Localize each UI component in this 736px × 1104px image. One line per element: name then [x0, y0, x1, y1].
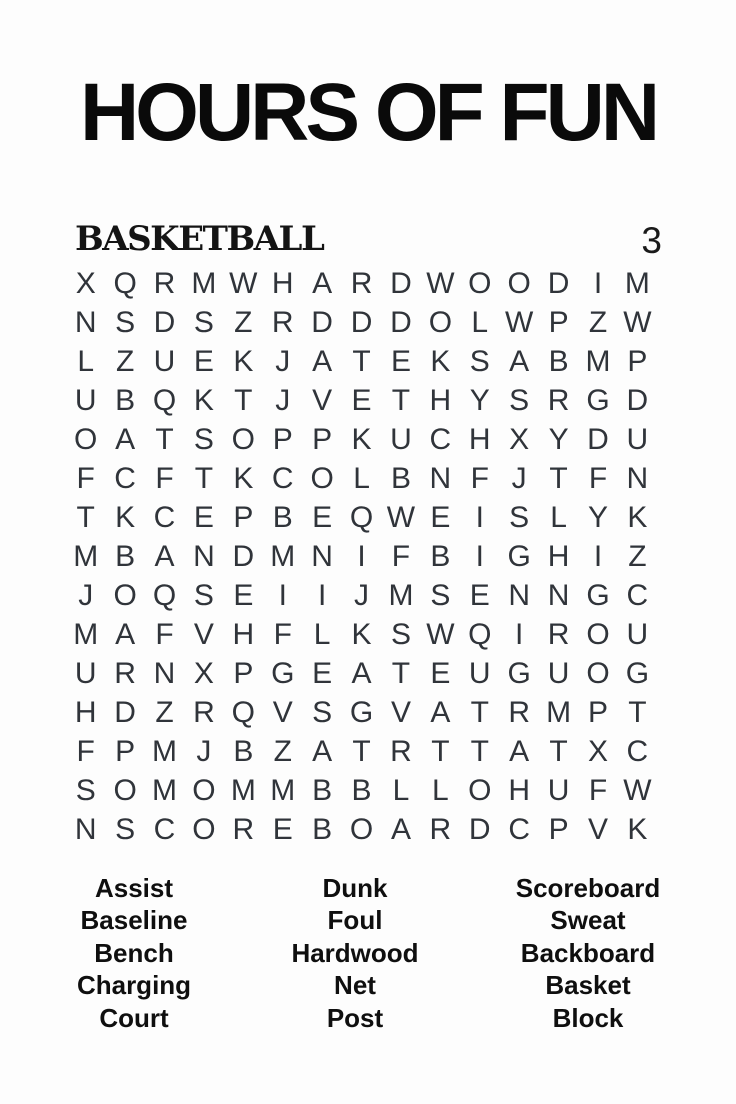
grid-cell[interactable]: P — [115, 734, 136, 768]
grid-cell[interactable]: R — [193, 695, 215, 729]
grid-cell[interactable]: B — [115, 383, 136, 417]
grid-cell[interactable]: U — [626, 617, 649, 651]
grid-cell[interactable]: T — [155, 422, 174, 456]
word-item: Backboard — [520, 937, 656, 968]
grid-cell[interactable]: D — [547, 266, 570, 300]
grid-cell[interactable]: O — [586, 656, 610, 690]
grid-cell[interactable]: J — [196, 734, 212, 768]
grid-cell[interactable]: P — [272, 422, 293, 456]
grid-cell[interactable]: O — [468, 773, 492, 807]
grid-cell[interactable]: J — [511, 461, 527, 495]
grid-cell[interactable]: D — [390, 266, 412, 300]
grid-cell[interactable]: X — [75, 266, 96, 300]
grid-cell[interactable]: S — [115, 305, 136, 339]
grid-cell[interactable]: D — [390, 305, 412, 339]
grid-cell[interactable]: T — [470, 695, 489, 729]
grid-cell[interactable]: N — [193, 539, 215, 573]
word-item: Basket — [545, 970, 631, 1001]
grid-cell[interactable]: K — [351, 617, 372, 651]
grid-cell[interactable]: Z — [155, 695, 174, 729]
grid-cell[interactable]: S — [75, 773, 96, 807]
grid-cell[interactable]: K — [193, 383, 214, 417]
grid-cell[interactable]: I — [278, 578, 287, 612]
grid-cell[interactable]: Y — [469, 383, 490, 417]
grid-cell[interactable]: T — [628, 695, 647, 729]
grid-cell[interactable]: O — [586, 617, 610, 651]
grid-cell[interactable]: O — [113, 578, 137, 612]
grid-cell[interactable]: H — [547, 539, 570, 573]
grid-cell[interactable]: A — [430, 695, 451, 729]
grid-cell[interactable]: T — [391, 656, 411, 690]
word-item: Post — [326, 1002, 384, 1033]
grid-row — [66, 693, 657, 732]
grid-cell[interactable]: L — [353, 461, 370, 495]
grid-row — [66, 381, 657, 420]
grid-cell[interactable]: P — [233, 500, 254, 534]
grid-cell[interactable]: U — [547, 656, 570, 690]
grid-cell[interactable]: B — [430, 539, 451, 573]
grid-cell[interactable]: Q — [468, 617, 492, 651]
word-grid — [66, 264, 657, 849]
grid-cell[interactable]: D — [311, 305, 333, 339]
grid-cell[interactable]: W — [426, 617, 455, 651]
grid-cell[interactable]: B — [548, 344, 569, 378]
grid-cell[interactable]: N — [311, 539, 333, 573]
grid-cell[interactable]: P — [233, 656, 254, 690]
grid-cell[interactable]: K — [233, 461, 254, 495]
grid-cell[interactable]: X — [193, 656, 214, 690]
grid-cell[interactable]: F — [588, 461, 608, 495]
grid-cell[interactable]: V — [390, 695, 411, 729]
grid-cell[interactable]: T — [234, 383, 253, 417]
grid-cell[interactable]: T — [352, 344, 371, 378]
grid-cell[interactable]: U — [626, 422, 649, 456]
grid-cell[interactable]: E — [390, 344, 411, 378]
grid-cell[interactable]: S — [115, 812, 136, 846]
grid-cell[interactable]: O — [349, 812, 374, 846]
grid-cell[interactable]: V — [312, 383, 333, 417]
grid-cell[interactable]: V — [587, 812, 608, 846]
grid-cell[interactable]: M — [270, 773, 296, 807]
grid-cell[interactable]: B — [390, 461, 411, 495]
word-item: Bench — [94, 937, 174, 968]
grid-cell[interactable]: E — [312, 656, 333, 690]
grid-cell[interactable]: N — [626, 461, 649, 495]
grid-cell[interactable]: U — [390, 422, 412, 456]
grid-cell[interactable]: S — [509, 383, 530, 417]
grid-row — [66, 615, 657, 654]
word-item: Block — [552, 1002, 624, 1033]
grid-cell[interactable]: M — [585, 344, 611, 378]
grid-cell[interactable]: E — [272, 812, 293, 846]
grid-cell[interactable]: K — [430, 344, 451, 378]
grid-cell[interactable]: B — [312, 773, 333, 807]
grid-cell[interactable]: N — [429, 461, 452, 495]
word-list — [0, 872, 736, 1042]
grid-cell[interactable]: D — [153, 305, 176, 339]
grid-row — [66, 459, 657, 498]
grid-cell[interactable]: S — [193, 422, 214, 456]
grid-cell[interactable]: H — [232, 617, 255, 651]
grid-cell[interactable]: A — [312, 344, 333, 378]
grid-cell[interactable]: N — [74, 305, 97, 339]
grid-cell[interactable]: H — [508, 773, 530, 807]
grid-cell[interactable]: G — [625, 656, 650, 690]
puzzle-name: BASKETBALL — [75, 219, 324, 259]
grid-cell[interactable]: Q — [152, 383, 177, 417]
grid-cell[interactable]: T — [194, 461, 214, 495]
word-item: Charging — [76, 970, 192, 1001]
grid-cell[interactable]: Y — [548, 422, 569, 456]
grid-cell[interactable]: C — [626, 734, 649, 768]
grid-cell[interactable]: I — [515, 617, 524, 651]
grid-cell[interactable]: D — [232, 539, 255, 573]
grid-cell[interactable]: Q — [152, 578, 177, 612]
grid-cell[interactable]: H — [429, 383, 452, 417]
grid-cell[interactable]: U — [468, 656, 491, 690]
grid-cell[interactable]: F — [391, 539, 411, 573]
grid-cell[interactable]: P — [548, 812, 569, 846]
grid-cell[interactable]: V — [193, 617, 214, 651]
grid-cell[interactable]: L — [432, 773, 449, 807]
grid-cell[interactable]: N — [508, 578, 530, 612]
grid-cell[interactable]: A — [390, 812, 411, 846]
page-title: HOURS OF FUN — [79, 67, 657, 158]
grid-cell[interactable]: L — [313, 617, 331, 651]
grid-cell[interactable]: C — [153, 500, 176, 534]
grid-cell[interactable]: M — [152, 773, 178, 807]
grid-cell[interactable]: R — [429, 812, 452, 846]
grid-cell[interactable]: O — [192, 773, 216, 807]
grid-cell[interactable]: X — [509, 422, 530, 456]
grid-cell[interactable]: E — [430, 500, 451, 534]
grid-cell[interactable]: V — [272, 695, 293, 729]
grid-cell[interactable]: S — [390, 617, 411, 651]
word-item: Court — [99, 1002, 169, 1033]
word-item: Scoreboard — [515, 873, 661, 903]
grid-cell[interactable]: K — [351, 422, 372, 456]
grid-cell[interactable]: H — [468, 422, 491, 456]
grid-cell[interactable]: I — [475, 539, 484, 573]
grid-cell[interactable]: L — [550, 500, 567, 534]
grid-cell[interactable]: M — [624, 266, 650, 300]
grid-cell[interactable]: S — [430, 578, 451, 612]
grid-cell[interactable]: D — [468, 812, 491, 846]
puzzle-number: 3 — [641, 220, 662, 261]
grid-cell[interactable]: M — [388, 578, 414, 612]
grid-cell[interactable]: G — [586, 578, 610, 612]
grid-row — [66, 264, 657, 303]
word-item: Dunk — [322, 873, 388, 903]
grid-cell[interactable]: B — [115, 539, 136, 573]
word-list-column — [291, 872, 418, 1034]
grid-cell[interactable]: T — [352, 734, 371, 768]
grid-cell[interactable]: W — [229, 266, 258, 300]
grid-cell[interactable]: A — [312, 266, 333, 300]
grid-row — [66, 303, 657, 342]
grid-cell[interactable]: Q — [113, 266, 137, 300]
grid-cell[interactable]: F — [588, 773, 608, 807]
grid-cell[interactable]: I — [593, 266, 603, 300]
grid-cell[interactable]: F — [155, 617, 174, 651]
grid-cell[interactable]: I — [475, 500, 484, 534]
grid-cell[interactable]: O — [310, 461, 334, 495]
grid-cell[interactable]: P — [627, 344, 648, 378]
grid-cell[interactable]: G — [507, 539, 531, 573]
grid-cell[interactable]: H — [271, 266, 294, 300]
grid-cell[interactable]: N — [74, 812, 97, 846]
grid-cell[interactable]: S — [469, 344, 490, 378]
grid-cell[interactable]: U — [74, 383, 97, 417]
grid-cell[interactable]: O — [428, 305, 453, 339]
grid-cell[interactable]: Z — [115, 344, 135, 378]
grid-cell[interactable]: K — [115, 500, 136, 534]
grid-cell[interactable]: C — [114, 461, 136, 495]
grid-cell[interactable]: O — [192, 812, 216, 846]
grid-cell[interactable]: J — [275, 383, 291, 417]
grid-cell[interactable]: G — [507, 656, 531, 690]
grid-cell[interactable]: T — [76, 500, 95, 534]
grid-cell[interactable]: O — [468, 266, 492, 300]
grid-cell[interactable]: Z — [628, 539, 647, 573]
grid-cell[interactable]: F — [470, 461, 489, 495]
grid-cell[interactable]: O — [113, 773, 137, 807]
grid-cell[interactable]: I — [357, 539, 366, 573]
grid-cell[interactable]: D — [350, 305, 373, 339]
grid-row — [66, 732, 657, 771]
grid-cell[interactable]: T — [549, 461, 568, 495]
grid-cell[interactable]: J — [354, 578, 370, 612]
grid-cell[interactable]: S — [193, 578, 214, 612]
grid-cell[interactable]: I — [317, 578, 327, 612]
grid-cell[interactable]: H — [74, 695, 97, 729]
grid-cell[interactable]: C — [429, 422, 452, 456]
grid-cell[interactable]: K — [627, 812, 648, 846]
grid-cell[interactable]: E — [233, 578, 254, 612]
grid-cell[interactable]: T — [431, 734, 450, 768]
grid-cell[interactable]: W — [426, 266, 455, 300]
grid-cell[interactable]: R — [508, 695, 530, 729]
grid-cell[interactable]: A — [509, 734, 530, 768]
grid-row — [66, 420, 657, 459]
grid-cell[interactable]: F — [155, 461, 174, 495]
grid-cell[interactable]: Z — [273, 734, 292, 768]
grid-cell[interactable]: J — [78, 578, 94, 612]
word-list-column — [516, 872, 661, 1034]
grid-cell[interactable]: Z — [234, 305, 253, 339]
grid-cell[interactable]: B — [312, 812, 333, 846]
grid-cell[interactable]: S — [193, 305, 214, 339]
grid-cell[interactable]: R — [390, 734, 412, 768]
grid-row — [66, 342, 657, 381]
grid-cell[interactable]: I — [593, 539, 603, 573]
grid-cell[interactable]: A — [115, 422, 136, 456]
word-list-column — [77, 872, 191, 1034]
grid-row — [66, 771, 657, 810]
grid-cell[interactable]: M — [73, 539, 99, 573]
word-item: Hardwood — [291, 937, 419, 968]
grid-row — [66, 576, 657, 615]
grid-cell[interactable]: T — [549, 734, 568, 768]
grid-cell[interactable]: T — [470, 734, 489, 768]
grid-cell[interactable]: P — [312, 422, 333, 456]
grid-cell[interactable]: P — [587, 695, 608, 729]
grid-cell[interactable]: U — [153, 344, 176, 378]
grid-row — [66, 498, 657, 537]
grid-cell[interactable]: C — [508, 812, 530, 846]
grid-cell[interactable]: M — [191, 266, 217, 300]
grid-cell[interactable]: F — [76, 734, 95, 768]
grid-cell[interactable]: M — [152, 734, 178, 768]
grid-cell[interactable]: F — [76, 461, 95, 495]
grid-cell[interactable]: U — [547, 773, 570, 807]
grid-cell[interactable]: S — [509, 500, 530, 534]
grid-cell[interactable]: E — [312, 500, 333, 534]
grid-cell[interactable]: X — [587, 734, 608, 768]
grid-cell[interactable]: A — [115, 617, 136, 651]
grid-cell[interactable]: B — [233, 734, 254, 768]
grid-cell[interactable]: A — [351, 656, 372, 690]
grid-cell[interactable]: G — [586, 383, 610, 417]
grid-cell[interactable]: A — [154, 539, 175, 573]
grid-cell[interactable]: E — [193, 344, 214, 378]
grid-cell[interactable]: R — [153, 266, 176, 300]
grid-cell[interactable]: O — [507, 266, 531, 300]
grid-cell[interactable]: D — [114, 695, 136, 729]
grid-cell[interactable]: E — [430, 656, 451, 690]
grid-cell[interactable]: L — [77, 344, 95, 378]
grid-row — [66, 537, 657, 576]
grid-cell[interactable]: O — [74, 422, 98, 456]
grid-cell[interactable]: N — [547, 578, 570, 612]
grid-row — [66, 654, 657, 693]
grid-cell[interactable]: Q — [349, 500, 374, 534]
grid-cell[interactable]: Z — [588, 305, 608, 339]
grid-cell[interactable]: U — [74, 656, 97, 690]
grid-cell[interactable]: R — [271, 305, 294, 339]
grid-cell[interactable]: W — [623, 305, 652, 339]
grid-cell[interactable]: R — [350, 266, 373, 300]
grid-cell[interactable]: Q — [231, 695, 255, 729]
grid-cell[interactable]: D — [587, 422, 609, 456]
word-item: Baseline — [80, 905, 188, 936]
grid-cell[interactable]: A — [509, 344, 530, 378]
grid-cell[interactable]: L — [392, 773, 410, 807]
grid-cell[interactable]: P — [548, 305, 569, 339]
grid-cell[interactable]: R — [547, 383, 570, 417]
grid-cell[interactable]: B — [272, 500, 293, 534]
grid-cell[interactable]: R — [547, 617, 570, 651]
grid-cell[interactable]: M — [270, 539, 296, 573]
grid-cell[interactable]: M — [546, 695, 572, 729]
grid-cell[interactable]: E — [193, 500, 214, 534]
grid-cell[interactable]: L — [471, 305, 489, 339]
grid-row — [66, 810, 657, 849]
grid-cell[interactable]: R — [232, 812, 255, 846]
grid-cell[interactable]: T — [391, 383, 411, 417]
word-item: Assist — [94, 873, 174, 903]
grid-cell[interactable]: W — [505, 305, 534, 339]
word-item: Foul — [327, 905, 383, 936]
grid-cell[interactable]: W — [623, 773, 652, 807]
grid-cell[interactable]: W — [386, 500, 416, 534]
grid-cell[interactable]: G — [271, 656, 295, 690]
grid-cell[interactable]: D — [626, 383, 649, 417]
grid-cell[interactable]: J — [275, 344, 291, 378]
word-item: Sweat — [550, 905, 626, 936]
grid-cell[interactable]: E — [469, 578, 490, 612]
grid-cell[interactable]: B — [351, 773, 372, 807]
grid-cell[interactable]: E — [351, 383, 372, 417]
grid-cell[interactable]: G — [349, 695, 374, 729]
grid-cell[interactable]: S — [312, 695, 333, 729]
grid-cell[interactable]: M — [230, 773, 256, 807]
grid-cell[interactable]: O — [231, 422, 255, 456]
grid-cell[interactable]: N — [153, 656, 176, 690]
grid-cell[interactable]: Y — [587, 500, 608, 534]
grid-cell[interactable]: C — [626, 578, 649, 612]
grid-cell[interactable]: M — [73, 617, 99, 651]
grid-cell[interactable]: R — [114, 656, 136, 690]
word-item: Net — [334, 970, 376, 1001]
grid-cell[interactable]: C — [153, 812, 176, 846]
grid-cell[interactable]: C — [271, 461, 294, 495]
grid-cell[interactable]: K — [233, 344, 254, 378]
grid-cell[interactable]: A — [312, 734, 333, 768]
grid-cell[interactable]: F — [273, 617, 292, 651]
grid-cell[interactable]: K — [627, 500, 648, 534]
